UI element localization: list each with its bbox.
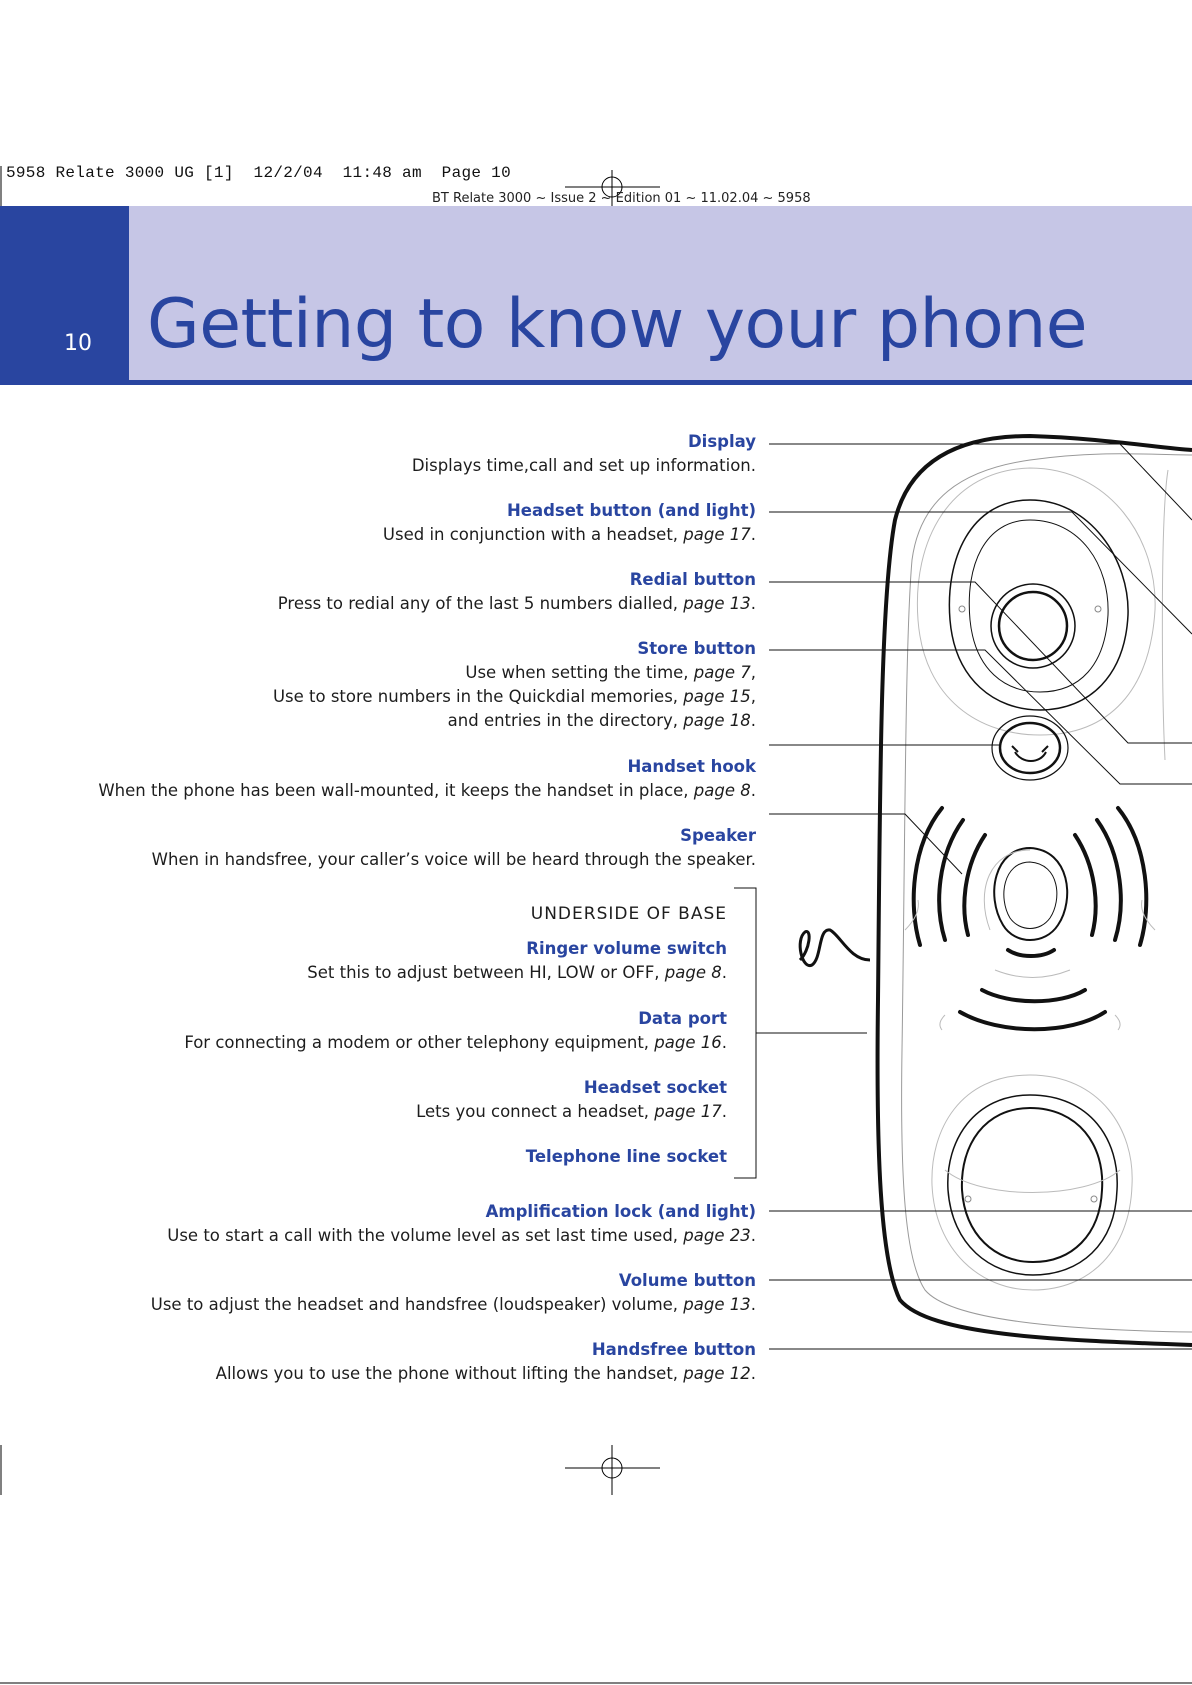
page-ref: page 18 [683,711,751,730]
page-ref: page 17 [683,525,751,544]
page-ref: page 12 [683,1364,751,1383]
page-ref: page 7 [693,663,751,682]
callout-text: Allows you to use the phone without lifting the handset, page 12. [215,1364,756,1383]
callout-ringer-volume-switch [307,937,727,985]
callout-speaker [152,824,756,872]
callout-label: Data port [638,1009,727,1028]
callout-text: Used in conjunction with a headset, page 17. [382,525,756,544]
callout-handsfree-button [216,1338,756,1386]
phone-edge-right [1162,470,1168,760]
callout-text: Use to adjust the headset and handsfree (loudspeaker) volume, page 13. [150,1295,756,1314]
callout-text: When the phone has been wall-mounted, it keeps the handset in place, page 8. [98,781,756,800]
page-ref: page 13 [683,1295,751,1314]
speaker-grill [914,808,1147,1029]
page-ref: page 17 [654,1102,722,1121]
callout-label: Volume button [618,1271,756,1290]
callout-redial-button [278,568,756,616]
callout-text: For connecting a modem or other telephony equipment, page 16. [184,1033,727,1052]
callout-label: Telephone line socket [525,1147,727,1166]
issue-line: BT Relate 3000 ~ Issue 2 ~ Edition 01 ~ 11.02.04 ~ 5958 [432,191,811,206]
callout-label: Store button [637,639,756,658]
callout-text: Use when setting the time, page 7, [465,663,756,682]
callout-text: Use to start a call with the volume level as set last time used, page 23. [167,1226,756,1245]
leader-underside-bracket [734,888,756,1178]
callout-text: Displays time,call and set up information. [411,456,756,475]
callout-store-button [273,637,756,733]
callout-telephone-line-socket [526,1145,727,1169]
phone-cord [800,930,870,966]
page-ref: page 23 [683,1226,751,1245]
page-ref: page 8 [693,781,751,800]
print-slug-line: 5958 Relate 3000 UG [1] 12/2/04 11:48 am Page 10 [6,164,511,182]
callout-label: Display [687,432,756,451]
page-ref: page 15 [683,687,751,706]
leader-store [769,650,1192,784]
callout-label: Headset socket [583,1078,727,1097]
page-title: Getting to know your phone [147,285,1088,364]
page-ref: page 16 [654,1033,722,1052]
callout-headset-button [383,499,756,547]
handsfree-button-art [932,1075,1132,1290]
callout-label: Amplification lock (and light) [485,1202,756,1221]
callout-label: Speaker [680,826,756,845]
phone-inner-outline [902,454,1192,1332]
callout-text: When in handsfree, your caller’s voice will be heard through the speaker. [151,850,756,869]
callout-display [412,430,756,478]
registration-mark-bottom [565,1445,660,1495]
callout-label: Handsfree button [591,1340,756,1359]
callout-text: Set this to adjust between HI, LOW or OFF, page 8. [307,963,727,982]
callout-amplification-lock [167,1200,756,1248]
callout-volume-button [151,1269,756,1317]
callout-headset-socket [416,1076,727,1124]
callout-text: Press to redial any of the last 5 numbers dialled, page 13. [277,594,756,613]
underside-heading: UNDERSIDE OF BASE [530,904,727,924]
page-number: 10 [64,331,92,356]
callout-label: Redial button [629,570,756,589]
callout-label: Ringer volume switch [526,939,727,958]
callout-data-port [184,1007,727,1055]
leader-display [769,444,1192,520]
page-ref: page 13 [683,594,751,613]
callout-text: Use to store numbers in the Quickdial memories, page 15, [272,687,756,706]
callout-label: Headset button (and light) [506,501,756,520]
display-area [917,468,1155,735]
handset-hook [992,716,1068,780]
callout-text: Lets you connect a headset, page 17. [416,1102,727,1121]
title-rule [0,380,1192,385]
callout-text: and entries in the directory, page 18. [447,711,756,730]
callout-label: Handset hook [627,757,756,776]
page-ref: page 8 [664,963,722,982]
callout-handset-hook [98,755,756,803]
